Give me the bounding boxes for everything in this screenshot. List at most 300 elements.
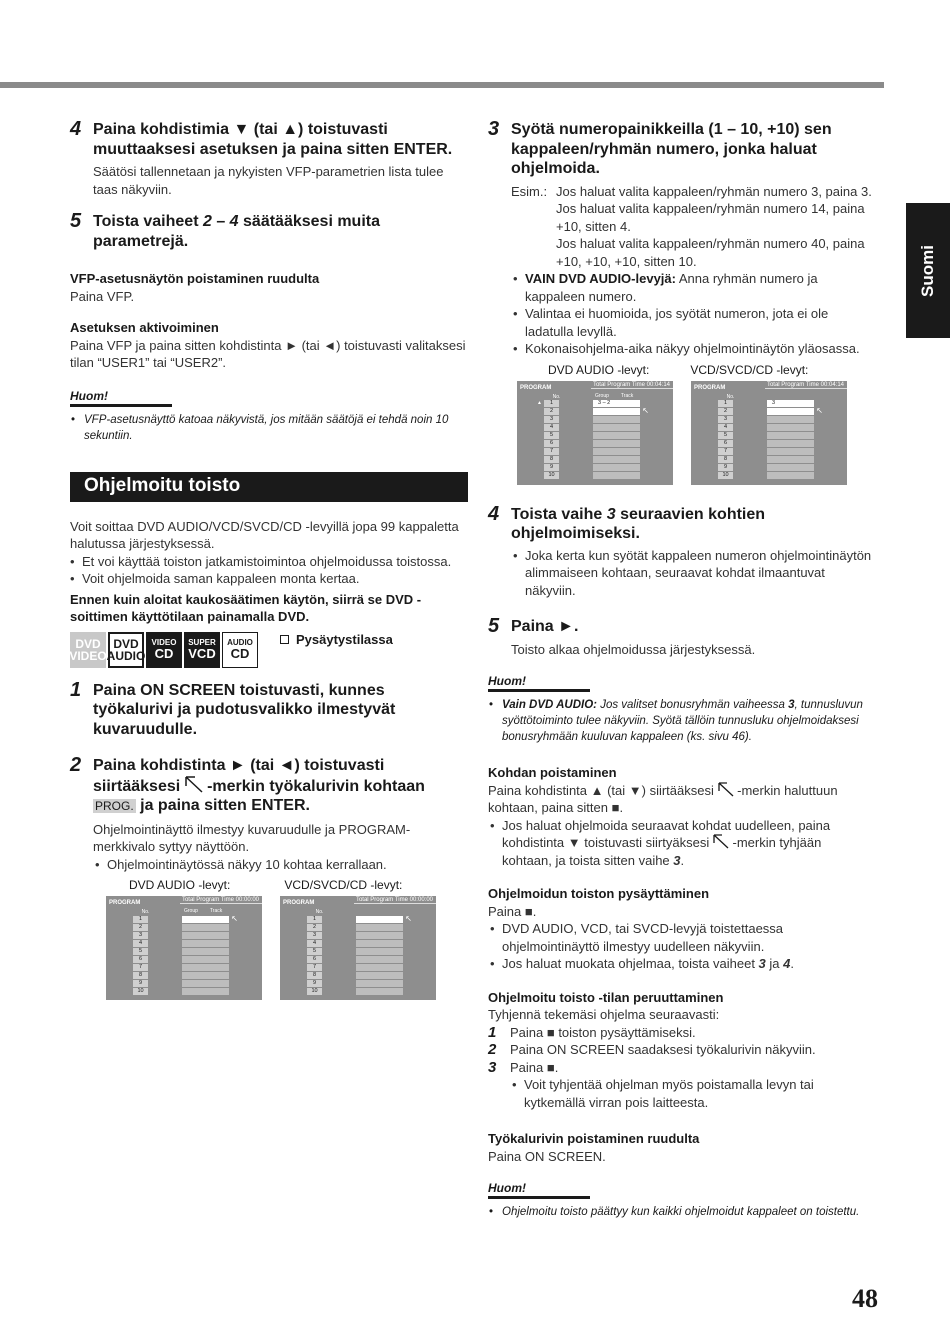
text: . bbox=[790, 956, 794, 971]
scroll-up-icon: ▲ bbox=[537, 399, 542, 406]
row-number: 4 bbox=[307, 940, 322, 947]
program-slot bbox=[356, 948, 403, 955]
program-slot bbox=[767, 416, 814, 423]
step-ref: 4 bbox=[783, 956, 791, 971]
program-label: PROGRAM bbox=[109, 900, 141, 906]
program-slot bbox=[593, 448, 640, 455]
program-rows bbox=[718, 400, 823, 480]
step-5-repeat bbox=[70, 212, 468, 251]
example-item: Jos haluat valita kappaleen/ryhmän numero 14, paina +10, sitten 4. bbox=[556, 201, 865, 234]
step-ref: 3 bbox=[788, 699, 795, 711]
row-number: 5 bbox=[307, 948, 322, 955]
note-list bbox=[488, 697, 872, 745]
program-slot bbox=[356, 940, 403, 947]
program-row bbox=[718, 472, 814, 480]
step-number: 4 bbox=[70, 118, 82, 140]
bullet-item: • Voit ohjelmoida saman kappaleen monta kertaa. bbox=[68, 570, 468, 588]
cancel-step-3 bbox=[488, 1059, 872, 1077]
program-slot bbox=[356, 932, 403, 939]
program-slot bbox=[182, 913, 238, 923]
row-number: 7 bbox=[718, 448, 733, 455]
text: – bbox=[211, 213, 230, 230]
row-number: 2 bbox=[133, 924, 148, 931]
sub-heading: Ohjelmoidun toiston pysäyttäminen bbox=[488, 886, 710, 901]
disc-line: AUDIO bbox=[227, 638, 253, 647]
row-number: 10 bbox=[544, 472, 559, 479]
program-row bbox=[718, 464, 814, 472]
program-row bbox=[544, 432, 640, 440]
no-header: No. bbox=[726, 393, 735, 400]
remove-item-block bbox=[488, 764, 872, 869]
program-row bbox=[307, 987, 403, 995]
disc-line: SUPER bbox=[188, 638, 216, 647]
note-item: • Ohjelmoitu toisto päättyy kun kaikki ohjelmoidut kappaleet on toistettu. bbox=[488, 1204, 872, 1220]
bullet-item bbox=[488, 955, 872, 973]
program-slot bbox=[593, 472, 640, 479]
row-number: 6 bbox=[133, 956, 148, 963]
row-number: 1 bbox=[133, 916, 148, 923]
row-number: 10 bbox=[307, 988, 322, 995]
pointer-icon bbox=[718, 782, 734, 797]
note-label: Huom! bbox=[488, 674, 590, 692]
program-row bbox=[718, 432, 814, 440]
total-program-time: Total Program Time 00:00:00 bbox=[355, 897, 433, 903]
program-row bbox=[544, 406, 649, 416]
no-header: No. bbox=[141, 909, 150, 915]
program-label: PROGRAM bbox=[520, 384, 552, 391]
bullet-item bbox=[488, 817, 872, 870]
program-row bbox=[133, 955, 229, 963]
disc-line: VIDEO bbox=[69, 648, 107, 663]
note-block bbox=[488, 1181, 872, 1220]
note-list bbox=[488, 1204, 872, 1220]
program-slot bbox=[593, 406, 649, 415]
divider bbox=[180, 903, 262, 904]
group-header: Group bbox=[595, 392, 609, 399]
note-strong: Vain DVD AUDIO: bbox=[502, 699, 597, 711]
program-rows bbox=[307, 913, 412, 995]
program-slot bbox=[182, 964, 229, 971]
disc-line: VCD bbox=[188, 646, 216, 661]
track-header: Track bbox=[620, 392, 634, 399]
bullet-item: • Valintaa ei huomioida, jos syötät numeron, jota ei ole ladatulla levyllä. bbox=[511, 305, 872, 340]
program-label: PROGRAM bbox=[283, 900, 315, 906]
row-number: 7 bbox=[133, 964, 148, 971]
sub-heading: Työkalurivin poistaminen ruudulta bbox=[488, 1131, 700, 1146]
vfp-remove-block bbox=[70, 270, 468, 305]
row-number: 8 bbox=[544, 456, 559, 463]
step-number: 2 bbox=[70, 754, 82, 776]
remove-bullets bbox=[488, 817, 872, 870]
text: Jos haluat muokata ohjelmaa, toista vaiheet bbox=[502, 956, 759, 971]
no-header: No. bbox=[315, 909, 324, 915]
note-block bbox=[488, 674, 872, 745]
sub-heading: Asetuksen aktivoiminen bbox=[70, 320, 219, 335]
program-label: PROGRAM bbox=[694, 384, 726, 391]
row-number: 4 bbox=[718, 424, 733, 431]
stop-bullets bbox=[488, 920, 872, 973]
program-screen-vcd bbox=[691, 381, 847, 485]
program-slot bbox=[182, 932, 229, 939]
row-number: 6 bbox=[307, 956, 322, 963]
program-row bbox=[133, 979, 229, 987]
step-number: 3 bbox=[488, 118, 500, 140]
row-number: 6 bbox=[544, 440, 559, 447]
program-slot bbox=[767, 472, 814, 479]
disc-line: VIDEO bbox=[151, 638, 177, 647]
dvd-audio-icon bbox=[108, 632, 144, 668]
program-row bbox=[544, 416, 640, 424]
note-label: Huom! bbox=[70, 389, 172, 407]
step-number: 5 bbox=[488, 615, 500, 637]
text: -merkin työkalurivin kohtaan bbox=[207, 777, 425, 795]
caption-dvd: DVD AUDIO -levyt: bbox=[548, 362, 650, 377]
text: Paina ■ toiston pysäyttämiseksi. bbox=[510, 1024, 696, 1040]
pointer-icon: ↖ bbox=[405, 913, 412, 923]
row-number: 9 bbox=[544, 464, 559, 471]
text: Paina ON SCREEN saadaksesi työkalurivin näkyviin. bbox=[510, 1042, 816, 1057]
disc-line: AUDIO bbox=[106, 648, 146, 663]
sub-text: Paina ON SCREEN. bbox=[488, 1148, 606, 1164]
pointer-icon bbox=[713, 834, 729, 849]
stop-mode-label: Pysäytystilassa bbox=[296, 631, 393, 647]
group-track-header bbox=[184, 908, 222, 914]
program-slot bbox=[356, 972, 403, 979]
program-screens-initial bbox=[106, 896, 468, 1000]
step-number: 5 bbox=[70, 210, 82, 232]
program-slot bbox=[593, 456, 640, 463]
program-slot bbox=[767, 440, 814, 447]
program-row bbox=[718, 440, 814, 448]
row-number: 9 bbox=[307, 980, 322, 987]
text: . bbox=[680, 852, 685, 868]
step-title: Syötä numeropainikkeilla (1 – 10, +10) sen kappaleen/ryhmän numero, jonka haluat ohjelmoida. bbox=[511, 121, 832, 177]
row-number: 4 bbox=[544, 424, 559, 431]
section-title: Ohjelmoitu toisto bbox=[70, 472, 468, 502]
group-track-header bbox=[595, 393, 633, 399]
text: Paina kohdistinta ▲ (tai ▼) siirtääksesi bbox=[488, 782, 714, 798]
disc-type-icons bbox=[70, 632, 468, 668]
super-vcd-icon bbox=[184, 632, 220, 668]
program-slot: 3 bbox=[767, 400, 814, 407]
cancel-bullets bbox=[510, 1076, 872, 1111]
cancel-step-2 bbox=[488, 1041, 872, 1059]
program-row bbox=[133, 913, 238, 923]
text: Jos valitset bonusryhmän vaiheessa bbox=[597, 699, 789, 711]
program-row bbox=[133, 971, 229, 979]
intro-text: Voit soittaa DVD AUDIO/VCD/SVCD/CD -levyillä jopa 99 kappaletta halutussa järjestyksessä. bbox=[70, 518, 459, 551]
program-slot bbox=[593, 464, 640, 471]
row-number: 10 bbox=[718, 472, 733, 479]
step-number: 1 bbox=[488, 1023, 497, 1041]
step-3-enter-number bbox=[488, 120, 872, 485]
row-number: 1 bbox=[307, 916, 322, 923]
program-slot bbox=[767, 432, 814, 439]
no-header: No. bbox=[552, 393, 561, 400]
step-title: Paina ►. bbox=[511, 618, 579, 635]
text: , tunnusluvun syöttötoiminto tulee näkyviin. Syötä tällöin tunnusluku ohjelmoidaksesi bonusryhmään kuuluvan kappaleen (ks. sivu 46). bbox=[502, 699, 863, 743]
program-slot bbox=[356, 964, 403, 971]
row-number: 8 bbox=[133, 972, 148, 979]
program-slot bbox=[182, 988, 229, 995]
program-row bbox=[544, 400, 640, 408]
step-bullets bbox=[93, 856, 468, 874]
program-slot bbox=[767, 406, 823, 415]
disc-line: DVD bbox=[113, 636, 139, 651]
row-number: 10 bbox=[133, 988, 148, 995]
program-row bbox=[544, 472, 640, 480]
program-row bbox=[544, 456, 640, 464]
note-label: Huom! bbox=[488, 1181, 590, 1199]
program-rows bbox=[133, 913, 238, 995]
bullet-item bbox=[511, 270, 872, 305]
program-slot bbox=[356, 980, 403, 987]
bullet-item: • Voit tyhjentää ohjelman myös poistamalla levyn tai kytkemällä virran pois laitteesta. bbox=[510, 1076, 872, 1111]
sub-text: Tyhjennä tekemäsi ohjelma seuraavasti: bbox=[488, 1007, 720, 1022]
step-number: 3 bbox=[488, 1058, 497, 1076]
program-row bbox=[544, 424, 640, 432]
right-column bbox=[488, 120, 872, 1220]
program-row bbox=[718, 456, 814, 464]
step-ref: 4 bbox=[229, 213, 239, 230]
program-row bbox=[307, 931, 403, 939]
text: seuraavien kohtien ohjelmoimiseksi. bbox=[511, 505, 766, 542]
total-program-time: Total Program Time 00:04:14 bbox=[592, 381, 670, 388]
step-ref: 3 bbox=[606, 505, 616, 523]
example-label: Esim.: bbox=[511, 183, 548, 199]
pointer-icon bbox=[185, 776, 203, 793]
program-screen-vcd bbox=[280, 896, 436, 1000]
row-number: 8 bbox=[307, 972, 322, 979]
caption-vcd: VCD/SVCD/CD -levyt: bbox=[690, 362, 809, 377]
text: Anna ryhmän numero ja kappaleen numero. bbox=[525, 271, 818, 304]
caption-dvd: DVD AUDIO -levyt: bbox=[129, 878, 231, 892]
stop-program-block bbox=[488, 885, 872, 973]
program-row bbox=[544, 464, 640, 472]
row-number: 3 bbox=[544, 416, 559, 423]
row-number: 7 bbox=[544, 448, 559, 455]
program-slot bbox=[593, 432, 640, 439]
note-item bbox=[488, 697, 872, 745]
row-number: 9 bbox=[718, 464, 733, 471]
bullet-item: • DVD AUDIO, VCD, tai SVCD-levyjä toistettaessa ohjelmointinäyttö ilmestyy uudelleen näkyviin. bbox=[488, 920, 872, 955]
disc-line: DVD bbox=[75, 636, 101, 651]
program-rows bbox=[544, 400, 649, 480]
sub-text: Paina ■. bbox=[488, 903, 537, 919]
sub-text bbox=[488, 782, 872, 817]
cancel-program-block bbox=[488, 989, 872, 1112]
group-header: Group bbox=[184, 908, 198, 914]
activate-block bbox=[70, 319, 468, 372]
text: -merkin tyhjään kohtaan, ja toista sitten vaihe bbox=[502, 835, 822, 868]
program-slot bbox=[182, 924, 229, 931]
text: ja paina sitten ENTER. bbox=[140, 797, 310, 814]
dvd-video-icon bbox=[70, 632, 106, 668]
step-body: Ohjelmointinäyttö ilmestyy kuvaruudulle ja PROGRAM-merkkivalo syttyy näyttöön. bbox=[93, 821, 411, 854]
top-rule bbox=[0, 82, 884, 88]
program-row bbox=[307, 913, 412, 923]
row-number: 3 bbox=[718, 416, 733, 423]
program-row bbox=[544, 440, 640, 448]
step-title: Paina kohdistimia ▼ (tai ▲) toistuvasti muuttaaksesi asetuksen ja paina sitten ENTER. bbox=[93, 121, 453, 158]
program-row bbox=[307, 979, 403, 987]
row-number: 5 bbox=[544, 432, 559, 439]
program-slot bbox=[182, 972, 229, 979]
program-slot bbox=[356, 988, 403, 995]
intro-bullets bbox=[68, 553, 468, 588]
program-slot bbox=[356, 924, 403, 931]
program-row bbox=[307, 971, 403, 979]
program-row bbox=[307, 923, 403, 931]
step-body: Toisto alkaa ohjelmoidussa järjestyksessä. bbox=[511, 641, 756, 657]
row-number: 1 bbox=[544, 400, 559, 407]
program-slot bbox=[767, 464, 814, 471]
row-number: 2 bbox=[307, 924, 322, 931]
program-row bbox=[307, 955, 403, 963]
row-number: 2 bbox=[718, 408, 733, 415]
text: Paina kohdistinta ► (tai ◄) toistuvasti siirtääksesi bbox=[93, 757, 385, 795]
examples bbox=[556, 183, 872, 271]
row-number: 5 bbox=[133, 948, 148, 955]
example-item: Jos haluat valita kappaleen/ryhmän numero 3, paina 3. bbox=[556, 183, 872, 199]
program-row bbox=[133, 963, 229, 971]
toolbar-remove-block bbox=[488, 1130, 872, 1165]
step-title bbox=[93, 212, 468, 251]
program-row bbox=[133, 947, 229, 955]
disc-line: CD bbox=[230, 646, 250, 661]
program-slot bbox=[182, 980, 229, 987]
sub-heading: VFP-asetusnäytön poistaminen ruudulta bbox=[70, 271, 320, 286]
program-screen-dvd-audio bbox=[106, 896, 262, 1000]
row-number: 5 bbox=[718, 432, 733, 439]
program-slot bbox=[182, 948, 229, 955]
step-5-play bbox=[488, 617, 872, 658]
bullet-item: • Joka kerta kun syötät kappaleen numeron ohjelmointinäytön alimmaiseen kohtaan, seuraavat kohdat ilmaantuvat näkyviin. bbox=[511, 547, 872, 600]
step-ref: 3 bbox=[673, 852, 681, 868]
pointer-icon: ↖ bbox=[231, 913, 238, 923]
sub-heading: Ohjelmoitu toisto -tilan peruuttaminen bbox=[488, 989, 724, 1005]
example-item: Jos haluat valita kappaleen/ryhmän numero 40, paina +10, +10, +10, sitten 10. bbox=[556, 236, 865, 269]
row-number: 9 bbox=[133, 980, 148, 987]
step-4-adjust bbox=[70, 120, 468, 198]
program-row bbox=[133, 931, 229, 939]
program-row bbox=[133, 923, 229, 931]
divider bbox=[591, 388, 673, 389]
program-slot bbox=[182, 940, 229, 947]
row-number: 4 bbox=[133, 940, 148, 947]
bullet-item: • Et voi käyttää toiston jatkamistoimintoa ohjelmoidussa toistossa. bbox=[68, 553, 468, 571]
prog-label: PROG. bbox=[95, 799, 134, 813]
step-bullets bbox=[511, 270, 872, 358]
program-row bbox=[718, 400, 814, 408]
program-row bbox=[718, 406, 823, 416]
bullet-item: • Kokonaisohjelma-aika näkyy ohjelmointinäytön yläosassa. bbox=[511, 340, 872, 358]
program-screens-entered bbox=[517, 381, 872, 485]
step-ref: 3 bbox=[758, 956, 766, 971]
step-title: Paina ON SCREEN toistuvasti, kunnes työkalurivi ja pudotusvalikko ilmestyvät kuvaruudulle. bbox=[93, 681, 396, 738]
sub-heading: Kohdan poistaminen bbox=[488, 765, 617, 780]
note-item: • VFP-asetusnäyttö katoaa näkyvistä, jos mitään säätöjä ei tehdä noin 10 sekuntiin. bbox=[70, 412, 468, 444]
program-row bbox=[307, 963, 403, 971]
program-row bbox=[718, 448, 814, 456]
text: Toista vaiheet bbox=[93, 213, 203, 230]
program-slot bbox=[593, 440, 640, 447]
program-row bbox=[133, 987, 229, 995]
step-number: 2 bbox=[488, 1041, 497, 1058]
text: Paina ■. bbox=[510, 1059, 559, 1075]
example-block bbox=[511, 183, 872, 271]
program-slot bbox=[767, 448, 814, 455]
program-slot: 3 – 2 bbox=[593, 400, 640, 407]
sub-text: Paina VFP. bbox=[70, 288, 135, 304]
row-number: 2 bbox=[544, 408, 559, 415]
bullet-strong: VAIN DVD AUDIO-levyjä: bbox=[525, 271, 676, 286]
step-number: 4 bbox=[488, 502, 500, 525]
step-title bbox=[511, 505, 872, 544]
program-row bbox=[718, 416, 814, 424]
step-title bbox=[93, 756, 468, 817]
screen-captions bbox=[511, 363, 872, 377]
program-row bbox=[307, 939, 403, 947]
row-number: 6 bbox=[718, 440, 733, 447]
audio-cd-icon bbox=[222, 632, 258, 668]
screen-captions bbox=[93, 878, 468, 892]
stop-mode-indicator bbox=[280, 632, 393, 647]
text: -merkin haluttuun kohtaan, paina sitten ■. bbox=[488, 782, 838, 815]
pointer-icon: ↖ bbox=[816, 406, 823, 415]
divider bbox=[765, 388, 847, 389]
step-4-repeat bbox=[488, 502, 872, 600]
language-tab bbox=[906, 203, 950, 338]
remote-warning: Ennen kuin aloitat kaukosäätimen käytön, siirrä se DVD -soittimen käyttötilaan painamalla DVD. bbox=[70, 591, 422, 624]
track-header: Track bbox=[209, 908, 223, 914]
program-slot bbox=[593, 416, 640, 423]
checkbox-icon bbox=[280, 635, 289, 644]
program-row bbox=[133, 939, 229, 947]
bullet-item: • Ohjelmointinäytössä näkyy 10 kohtaa kerrallaan. bbox=[93, 856, 468, 874]
video-cd-icon bbox=[146, 632, 182, 668]
program-row bbox=[718, 424, 814, 432]
left-column bbox=[70, 120, 468, 1000]
program-slot bbox=[182, 956, 229, 963]
disc-line: CD bbox=[154, 646, 174, 661]
program-slot bbox=[593, 424, 640, 431]
text: Jos haluat ohjelmoida seuraavat kohdat uudelleen, paina kohdistinta ▼ toistuvasti siirtyäksesi bbox=[502, 817, 831, 850]
program-slot bbox=[767, 424, 814, 431]
total-program-time: Total Program Time 00:04:14 bbox=[766, 381, 844, 388]
cancel-step-1 bbox=[488, 1024, 872, 1042]
program-slot bbox=[356, 956, 403, 963]
text: ja bbox=[765, 956, 784, 971]
program-screen-dvd-audio bbox=[517, 381, 673, 485]
page-number: 48 bbox=[852, 1284, 878, 1313]
step-bullets bbox=[511, 547, 872, 600]
row-number: 7 bbox=[307, 964, 322, 971]
divider bbox=[354, 903, 436, 904]
row-number: 3 bbox=[307, 932, 322, 939]
total-program-time: Total Program Time 00:00:00 bbox=[181, 897, 259, 903]
caption-vcd: VCD/SVCD/CD -levyt: bbox=[284, 878, 403, 892]
note-list bbox=[70, 412, 468, 444]
text: säätääksesi muita parametrejä. bbox=[93, 213, 380, 250]
program-row bbox=[307, 947, 403, 955]
row-number: 8 bbox=[718, 456, 733, 463]
step-2-select-prog bbox=[70, 756, 468, 1000]
language-tab-label: Suomi bbox=[918, 244, 937, 297]
step-number: 1 bbox=[70, 678, 82, 701]
row-number: 1 bbox=[718, 400, 733, 407]
sub-text: Paina VFP ja paina sitten kohdistinta ► (tai ◄) toistuvasti valitaksesi tilan “USER1” tai “USER2”. bbox=[70, 337, 466, 370]
